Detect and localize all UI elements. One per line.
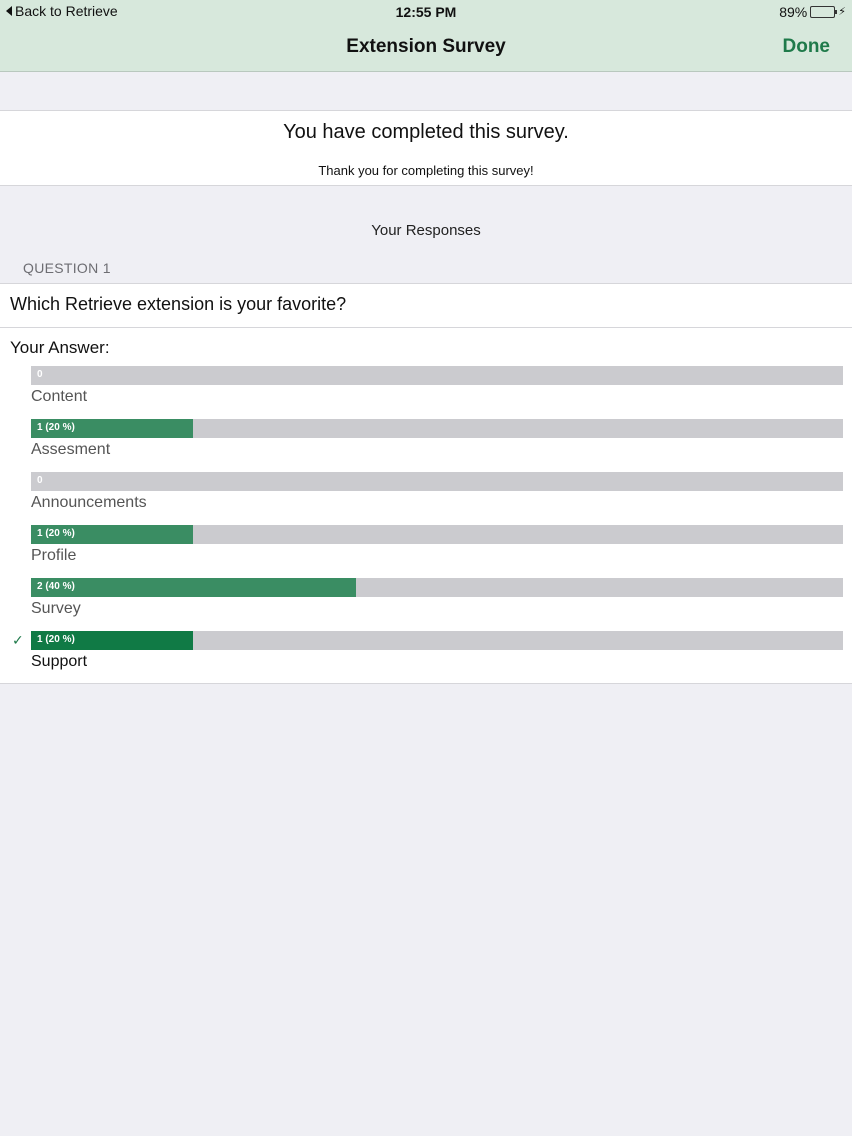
navigation-bar [0,0,852,72]
battery-percentage: 89% [779,4,808,20]
result-count: 1 (20 %) [37,422,75,433]
answers-card [0,328,852,684]
result-bar-track [31,631,843,650]
answer-option-label: Profile [31,547,77,564]
responses-heading: Your Responses [371,222,481,239]
result-count: 1 (20 %) [37,528,75,539]
answer-option-label: Assesment [31,441,111,458]
result-count: 1 (20 %) [37,634,75,645]
back-to-app-link[interactable] [6,3,118,19]
answer-option-label: Announcements [31,494,147,511]
completion-subtitle: Thank you for completing this survey! [318,163,534,178]
result-bar-track [31,472,843,491]
back-arrow-icon [6,6,12,16]
back-to-app-label: Back to Retrieve [15,3,118,19]
question-text: Which Retrieve extension is your favorite? [10,294,347,314]
result-count: 2 (40 %) [37,581,75,592]
answer-option-label: Support [31,653,88,670]
battery-icon [810,6,835,18]
answer-option[interactable] [0,631,852,684]
bolt-icon: ⚡︎ [838,6,846,18]
answer-option[interactable] [0,578,852,631]
answer-option[interactable] [0,419,852,472]
question-card [0,283,852,328]
result-count: 0 [37,475,43,486]
question-number: QUESTION 1 [23,260,111,276]
answer-option-label: Content [31,388,88,405]
checkmark-icon: ✓ [12,632,24,648]
result-bar-track [31,525,843,544]
answer-option[interactable] [0,366,852,419]
page-title: Extension Survey [346,36,506,57]
result-count: 0 [37,369,43,380]
result-bar-track [31,366,843,385]
result-bar-track [31,578,843,597]
done-button[interactable]: Done [782,36,830,57]
answer-option-label: Survey [31,600,81,617]
completion-banner [0,110,852,186]
result-bar-fill [31,578,356,597]
answer-option[interactable] [0,525,852,578]
completion-title: You have completed this survey. [283,121,569,143]
your-answer-label: Your Answer: [10,338,110,357]
answer-option[interactable] [0,472,852,525]
status-indicators [779,4,846,20]
result-bar-track [31,419,843,438]
status-time: 12:55 PM [395,4,457,20]
